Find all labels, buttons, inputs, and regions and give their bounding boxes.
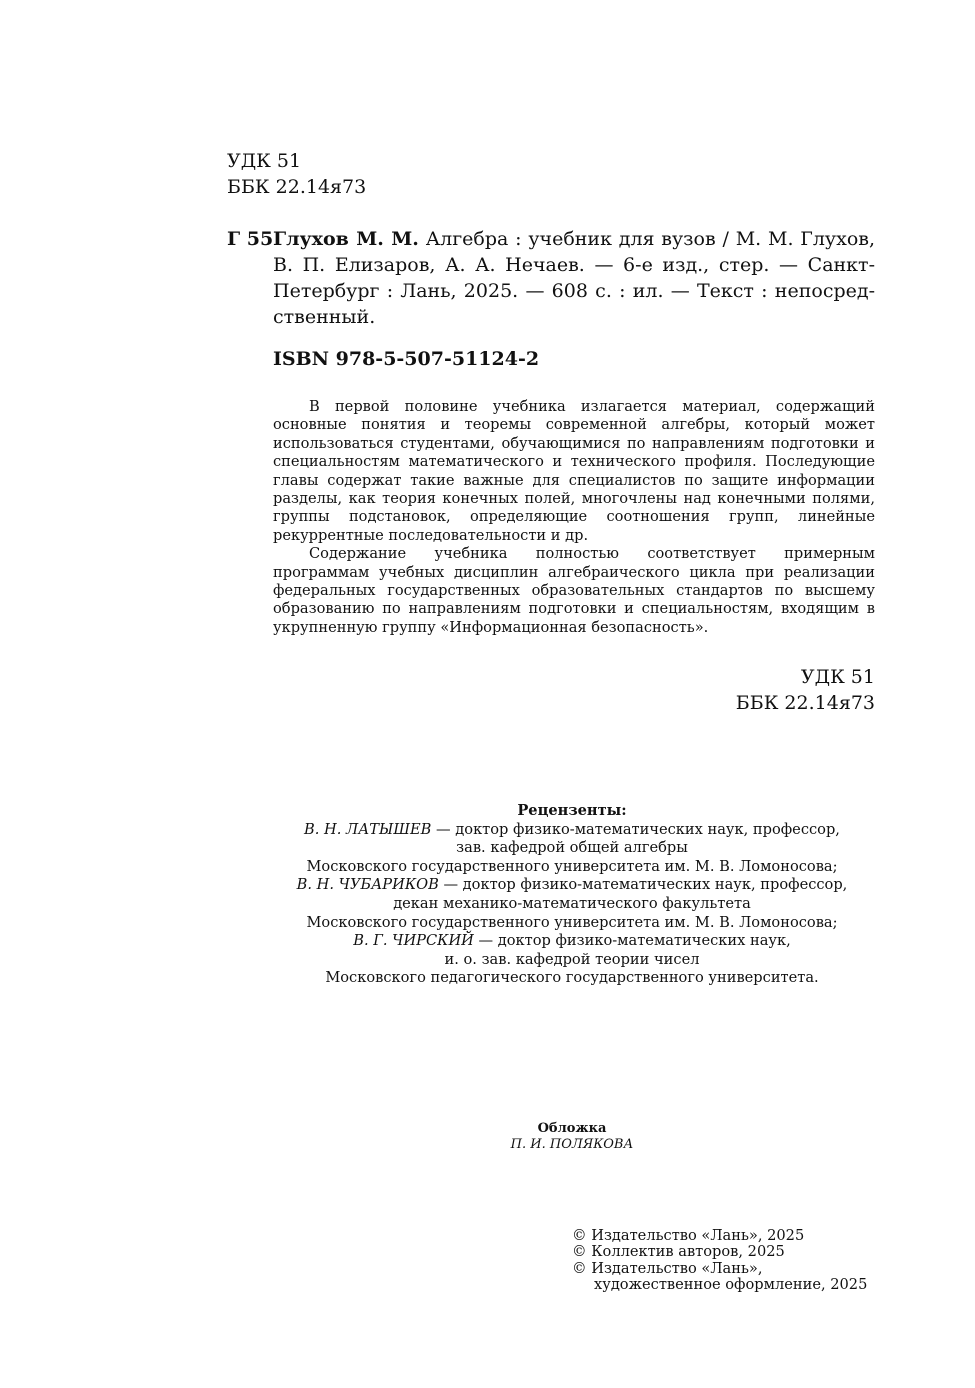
reviewer-2 bbox=[227, 876, 917, 895]
cover-heading: Обложка bbox=[537, 1121, 607, 1136]
reviewers-heading: Рецензенты: bbox=[517, 802, 627, 819]
reviewer-2-name: В. Н. ЧУБАРИКОВ bbox=[296, 876, 439, 894]
author-sign: Г 55 bbox=[227, 228, 274, 250]
udk-block-top bbox=[227, 148, 366, 200]
reviewer-1-position: зав. кафедрой общей алгебры bbox=[456, 839, 688, 857]
copyright-line-1: © Издательство «Лань», 2025 bbox=[572, 1227, 805, 1244]
reviewer-2-position: декан механико-математического факультета bbox=[393, 894, 751, 912]
reviewer-3-name: В. Г. ЧИРСКИЙ bbox=[353, 932, 474, 950]
copyright-block bbox=[572, 1228, 867, 1294]
reviewer-1-name: В. Н. ЛАТЫШЕВ bbox=[304, 820, 432, 838]
abstract bbox=[273, 398, 875, 637]
catalog-entry bbox=[273, 226, 875, 330]
udk-code-bottom: УДК 51 bbox=[800, 666, 875, 688]
reviewer-1 bbox=[227, 821, 917, 840]
isbn: ISBN 978-5-507-51124-2 bbox=[273, 348, 540, 370]
cover-credit bbox=[227, 1121, 917, 1153]
bbk-code-bottom: ББК 22.14я73 bbox=[735, 692, 875, 714]
reviewer-2-title: — доктор физико-математических наук, профессор, bbox=[438, 876, 848, 894]
catalog-text: Алгебра : учебник для вузов / М. М. Глухов, В. П. Елизаров, А. А. Нечаев. — 6-е изд., стер. — Санкт-Петербург : Лань, 2025. — 608 с. : ил. — Текст : непосредственный. bbox=[273, 228, 875, 328]
bbk-code: ББК 22.14я73 bbox=[227, 176, 367, 198]
udk-block-bottom bbox=[736, 664, 875, 716]
reviewers-block bbox=[227, 802, 917, 988]
copyright-line-2: © Коллектив авторов, 2025 bbox=[572, 1243, 785, 1261]
abstract-paragraph-1: В первой половине учебника излагается материал, содержащий основные понятия и теоремы современной алгебры, который может использоваться студентами, обучающимися по направлениям подготовки и специальностям математического и технического профиля. Последующие главы содержат такие важные для специалистов по защите информации разделы, как теория конечных полей, многочлены над конечными полями, группы подстановок, определяющие соотношения групп, линейные рекуррентные последовательности и др. bbox=[273, 398, 875, 544]
reviewer-2-affiliation: Московского государственного университета им. М. В. Ломоносова; bbox=[306, 913, 838, 931]
cover-designer: П. И. ПОЛЯКОВА bbox=[510, 1137, 634, 1152]
reviewer-3-position: и. о. зав. кафедрой теории чисел bbox=[444, 950, 700, 968]
copyright-line-4: художественное оформление, 2025 bbox=[594, 1276, 868, 1294]
udk-code: УДК 51 bbox=[227, 150, 302, 172]
catalog-author: Глухов М. М. bbox=[273, 228, 419, 250]
reviewer-3-affiliation: Московского педагогического государственного университета. bbox=[325, 969, 819, 987]
reviewer-3-title: — доктор физико-математических наук, bbox=[473, 932, 791, 950]
reviewer-3 bbox=[227, 932, 917, 951]
reviewer-1-affiliation: Московского государственного университета им. М. В. Ломоносова; bbox=[306, 857, 838, 875]
abstract-paragraph-2: Содержание учебника полностью соответствует примерным программам учебных дисциплин алгебраического цикла при реализации федеральных государственных образовательных стандартов по высшему образованию по направлениям подготовки и специальностям, входящим в укрупненную группу «Информационная безопасность». bbox=[273, 545, 875, 636]
copyright-line-3: © Издательство «Лань», bbox=[572, 1259, 763, 1277]
reviewer-1-title: — доктор физико-математических наук, профессор, bbox=[431, 820, 840, 838]
